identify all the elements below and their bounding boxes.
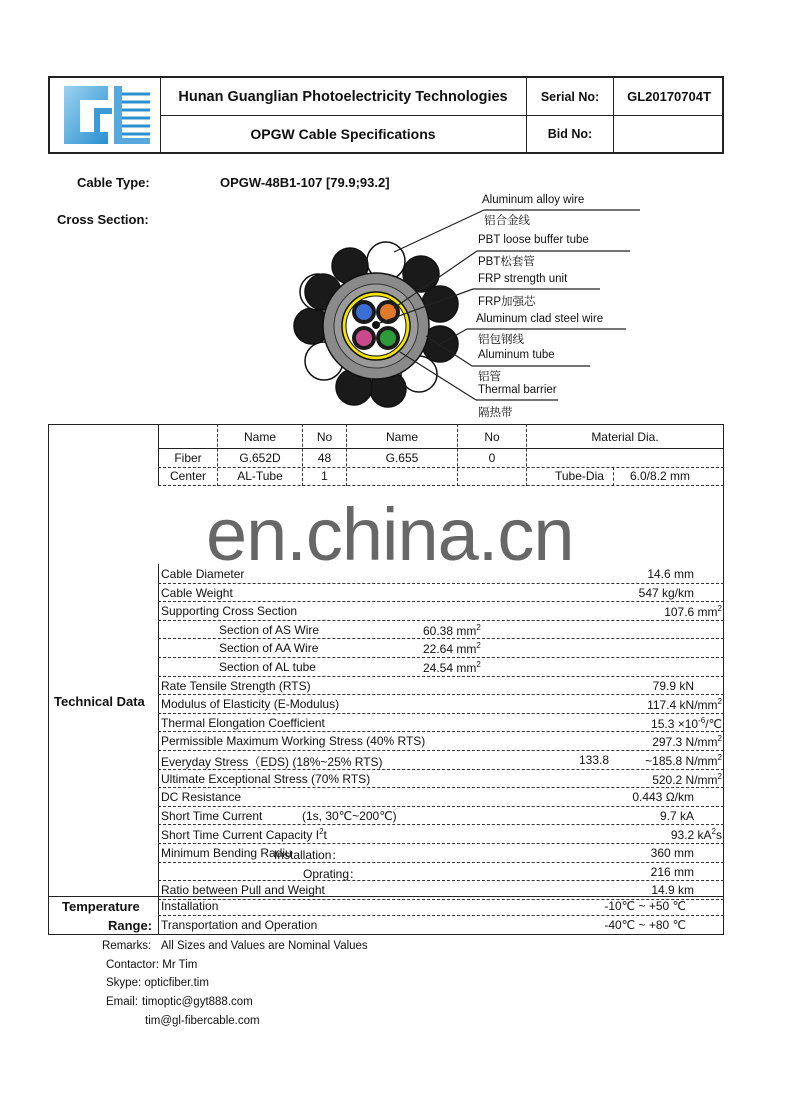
tech-row-label: Cable Weight xyxy=(161,585,233,600)
fiber-no-2: 0 xyxy=(488,451,496,465)
tech-row-label: Ratio between Pull and Weight xyxy=(161,883,325,898)
tech-row-value: 297.3 $N/mm^2$ xyxy=(652,734,722,750)
tech-row-label: Modulus of Elasticity (E-Modulus) xyxy=(161,697,340,712)
callout-frp-cn: FRP加强芯 xyxy=(478,296,536,308)
tech-row-value: 360 mm xyxy=(650,846,694,860)
tube-dia-value: 6.0/8.2 mm xyxy=(630,469,691,483)
row-fiber-label: Fiber xyxy=(174,451,202,465)
email-2[interactable]: tim@gl-fibercable.com xyxy=(145,1015,260,1027)
callout-aa-wire: Aluminum alloy wire xyxy=(482,194,585,206)
watermark-text: en.china.cn xyxy=(206,493,574,576)
tech-row-mid-value: 60.38 $mm^2$ xyxy=(423,622,481,638)
tech-row-label: Supporting Cross Section xyxy=(161,604,298,619)
remarks-text: All Sizes and Values are Nominal Values xyxy=(161,940,368,952)
tech-row-value: 216 mm xyxy=(650,864,694,879)
temperature-label: Temperature xyxy=(62,899,140,914)
tech-row-value: ~185.8 $N/mm^2$ xyxy=(645,753,722,768)
tech-row-value: 547 kg/km xyxy=(638,585,694,600)
tech-row-label: Section of AA Wire xyxy=(219,641,319,656)
tube-dia-label: Tube-Dia xyxy=(555,469,604,483)
tech-row-value: 79.9 kN xyxy=(652,678,694,693)
bid-label: Bid No: xyxy=(547,127,593,141)
company-name: Hunan Guanglian Photoelectricity Technologies xyxy=(178,88,508,105)
callout-frp: FRP strength unit xyxy=(478,273,568,285)
temp-installation-label: Installation xyxy=(161,899,219,913)
tech-row-label: Ultimate Exceptional Stress (70% RTS) xyxy=(161,771,371,786)
header-box xyxy=(48,76,724,154)
row-center-label: Center xyxy=(169,469,207,483)
temp-installation-value: -10℃ ~ +50 ℃ xyxy=(604,899,686,913)
cable-type-label: Cable Type: xyxy=(77,175,150,190)
col-header-name-2: Name xyxy=(385,430,418,444)
tech-row-label: Section of AL tube xyxy=(219,660,316,674)
range-label: Range: xyxy=(108,918,153,933)
bid-value xyxy=(614,116,724,152)
tech-row-extra: Installation： xyxy=(274,848,344,862)
tech-row-label: Cable Diameter xyxy=(161,567,245,581)
callout-acs-cn: 铝包钢线 xyxy=(478,334,524,346)
callout-al-tube: Aluminum tube xyxy=(478,349,555,361)
col-header-no-2: No xyxy=(484,430,500,444)
tech-row-mid-value: 133.8 xyxy=(579,753,610,767)
tech-row-label: Short Time Current Capacity $I^2t$ xyxy=(161,827,327,843)
tech-row-label: DC Resistance xyxy=(161,790,242,805)
technical-data-label: Technical Data xyxy=(54,694,145,709)
callout-acs: Aluminum clad steel wire xyxy=(476,313,604,325)
tech-row-value: 0.443 Ω/km xyxy=(632,790,694,805)
serial-label: Serial No: xyxy=(540,89,600,104)
temp-operation-label: Transportation and Operation xyxy=(161,918,318,932)
contactor: Contactor: Mr Tim xyxy=(106,959,198,971)
callout-al-tube-cn: 铝管 xyxy=(478,371,501,383)
tech-row-value: 14.6 mm xyxy=(647,567,694,581)
logo-icon xyxy=(50,78,160,152)
tech-row-label: Short Time Current xyxy=(161,808,263,823)
tech-row-value: 520.2 $N/mm^2$ xyxy=(652,771,722,787)
serial-value: GL20170704T xyxy=(627,89,711,104)
cross-section-label: Cross Section: xyxy=(57,212,149,227)
tech-row-value: 117.4 $kN/mm^2$ xyxy=(647,697,722,713)
tech-row-label: Section of AS Wire xyxy=(219,622,320,637)
tech-row-extra: (1s, 30℃~200℃) xyxy=(302,808,397,823)
tech-row-mid-value: 24.54 $mm^2$ xyxy=(423,660,481,675)
callout-thermal-cn: 隔热带 xyxy=(478,407,513,419)
email-1[interactable]: timoptic@gyt888.com xyxy=(142,996,253,1008)
tech-row-value: 9.7 kA xyxy=(659,808,694,823)
callout-aa-wire-cn: 铝合金线 xyxy=(484,215,530,227)
tech-row-value: $15.3 \times 10^{-6}/℃$ xyxy=(651,715,722,731)
tech-row-value: 107.6 $mm^2$ xyxy=(664,604,722,620)
tech-row-extra: Oprating： xyxy=(303,866,362,881)
callout-pbt-cn: PBT松套管 xyxy=(478,256,535,268)
temp-operation-value: -40℃ ~ +80 ℃ xyxy=(604,918,686,932)
col-header-name: Name xyxy=(243,430,276,444)
email-label: Email: xyxy=(106,996,138,1008)
fiber-name-1: G.652D xyxy=(239,451,281,465)
col-header-no: No xyxy=(316,430,333,444)
tech-row-label: Rate Tensile Strength (RTS) xyxy=(161,678,311,693)
doc-title: OPGW Cable Specifications xyxy=(250,126,436,142)
skype: Skype: opticfiber.tim xyxy=(106,977,209,989)
col-header-material: Material Dia. xyxy=(591,430,659,444)
tech-row-label: Everyday Stress（EDS) (18%~25% RTS) xyxy=(161,755,383,769)
company-logo xyxy=(50,78,161,152)
callout-pbt: PBT loose buffer tube xyxy=(478,234,589,246)
cable-type-value: OPGW-48B1-107 [79.9;93.2] xyxy=(220,175,390,190)
fiber-name-2: G.655 xyxy=(385,451,419,465)
tech-row-mid-value: 22.64 $mm^2$ xyxy=(423,641,481,657)
callout-thermal: Thermal barrier xyxy=(478,384,557,396)
tech-row-label: Minimum Bending Radiu xyxy=(161,846,292,860)
fiber-no-1: 48 xyxy=(317,451,332,465)
tech-row-label: Permissible Maximum Working Stress (40% RTS) xyxy=(161,734,426,749)
tech-row-label: Thermal Elongation Coefficient xyxy=(161,715,325,730)
center-name: AL-Tube xyxy=(237,469,283,483)
cross-section-diagram xyxy=(290,186,650,416)
tech-row-value: 14.9 km xyxy=(651,883,694,898)
frp-strength-unit xyxy=(372,321,380,329)
center-no: 1 xyxy=(321,469,328,483)
tech-row-value: 93.2 $kA^2s$ xyxy=(670,827,722,843)
remarks-label: Remarks: xyxy=(102,940,152,952)
